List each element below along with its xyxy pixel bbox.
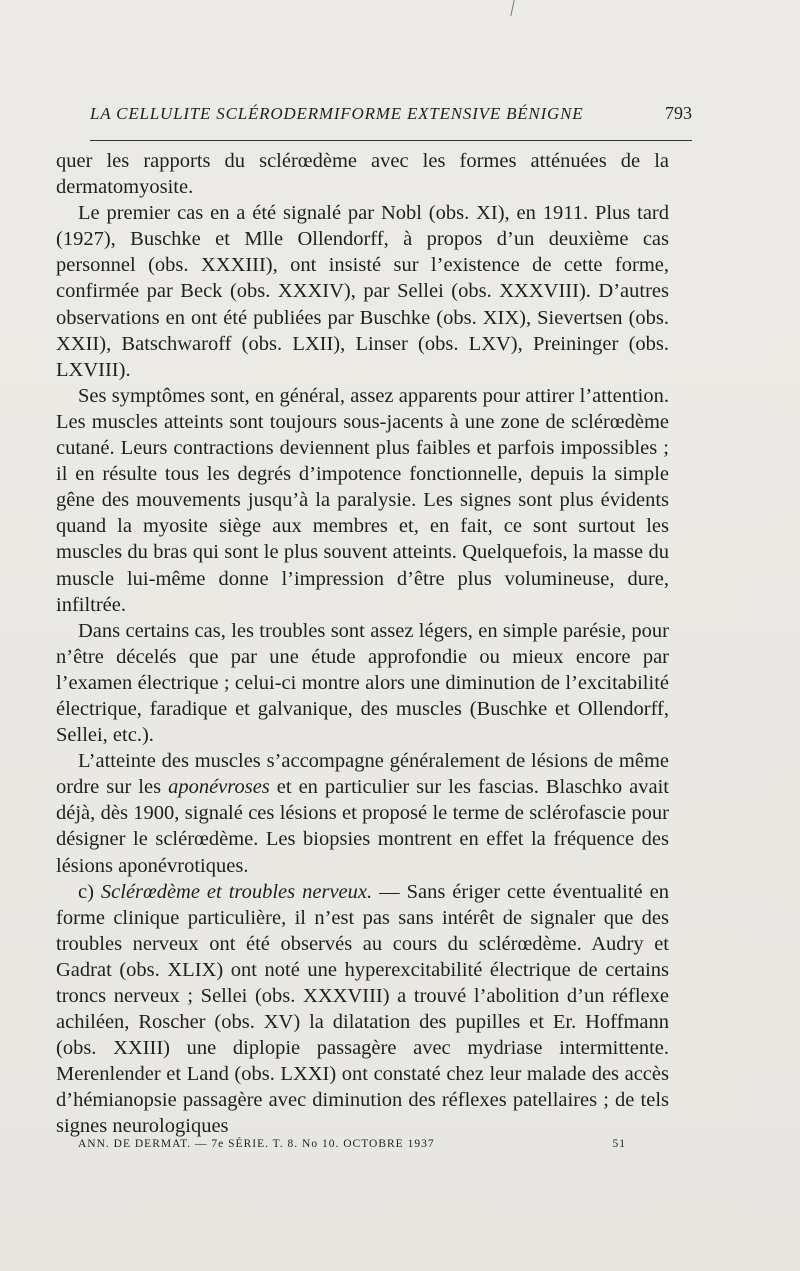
- section-heading: Sclérœdème et troubles nerveux.: [100, 880, 373, 903]
- running-header: [90, 103, 692, 124]
- running-title: LA CELLULITE SCLÉRODERMIFORME EXTENSIVE BÉNIGNE: [90, 104, 584, 123]
- header-rule: [90, 140, 692, 141]
- text-run: c): [78, 880, 101, 903]
- paragraph: Le premier cas en a été signalé par Nobl (obs. XI), en 1911. Plus tard (1927), Buschke et Mlle Ollendorff, à propos d’un deuxième cas personnel (obs. XXXIII), ont insisté sur l’existence de cette forme, confirmée par Beck (obs. XXXIV), par Sellei (obs. XXXVIII). D’autres observations en ont été publiées par Buschke (obs. XIX), Sievertsen (obs. XXII), Batschwaroff (obs. LXII), Linser (obs. LXV), Preininger (obs. LXVIII).: [56, 202, 669, 381]
- text-run: et en particulier sur les fascias. Blaschko avait déjà, dès 1900, signalé ces lésions et proposé le terme de sclérofascie pour désigner le sclérœdème. Les biopsies montrent en effet la fréquence des lésions aponévrotiques.: [56, 776, 669, 877]
- paragraph: Ses symptômes sont, en général, assez apparents pour attirer l’attention. Les muscles atteints sont toujours sous-jacents à une zone de sclérœdème cutané. Leurs contractions deviennent plus faibles et parfois impossibles ; il en résulte tous les degrés d’impotence fonctionnelle, depuis la simple gêne des mouvements jusqu’à la paralysie. Les signes sont plus évidents quand la myosite siège aux membres et, en fait, ce sont surtout les muscles du bras qui sont le plus souvent atteints. Quelquefois, la masse du muscle lui-même donne l’impression d’être plus volumineuse, dure, infiltrée.: [56, 384, 669, 616]
- journal-reference: ANN. DE DERMAT. — 7e SÉRIE. T. 8. No 10. OCTOBRE 1937: [78, 1138, 435, 1150]
- text-run: L’atteinte des muscles s’accompagne généralement de lésions de même ordre sur les: [56, 750, 669, 799]
- page-number: 793: [665, 103, 692, 123]
- italic-term: aponévroses: [168, 776, 270, 799]
- paragraph: Dans certains cas, les troubles sont assez légers, en simple parésie, pour n’être décelés que par une étude approfondie ou mieux encore par l’examen électrique ; celui-ci montre alors une diminution de l’excitabilité électrique, faradique et galvanique, des muscles (Buschke et Ollendorff, Sellei, etc.).: [56, 619, 669, 747]
- signature-mark: 51: [612, 1138, 626, 1150]
- text-run: — Sans ériger cette éventualité en forme clinique particulière, il n’est pas sans intérêt de signaler que des troubles nerveux ont été observés au cours du sclérœdème. Audry et Gadrat (obs. XLIX) ont noté une hyperexcitabilité électrique de certains troncs nerveux ; Sellei (obs. XXXVIII) a trouvé l’abolition d’un réflexe achiléen, Roscher (obs. XV) la dilatation des pupilles et Er. Hoffmann (obs. XXIII) une diplopie passagère avec mydriase intermittente. Merenlender et Land (obs. LXXI) ont constaté chez leur malade des accès d’hémianopsie passagère avec diminution des réflexes patellaires ; de tels signes neurologiques: [56, 880, 669, 1138]
- body-text: [56, 148, 669, 1140]
- paragraph: [56, 879, 669, 1140]
- paragraph: quer les rapports du sclérœdème avec les formes atténuées de la dermatomyosite.: [56, 150, 669, 199]
- margin-mark: [510, 0, 514, 16]
- paragraph: [56, 748, 669, 878]
- footer: [78, 1138, 626, 1150]
